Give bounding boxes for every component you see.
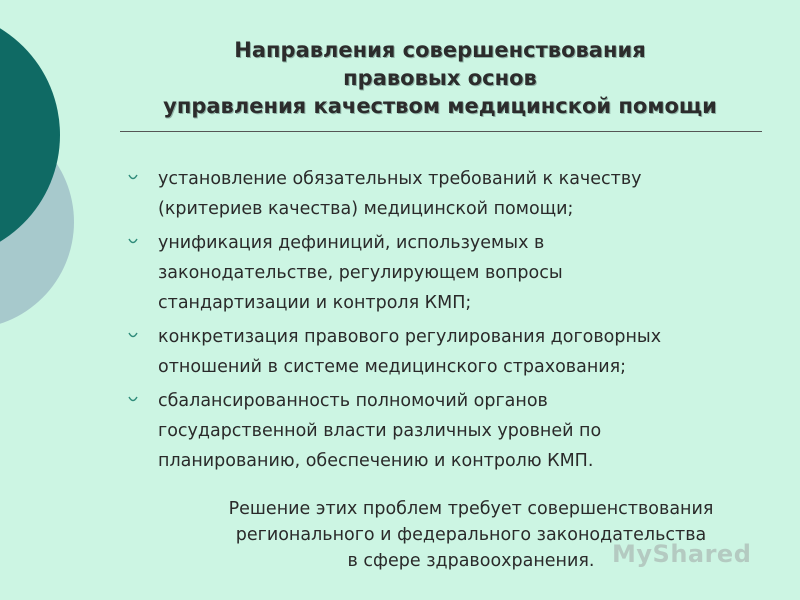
bullet-text — [158, 322, 768, 382]
bullet-line: планированию, обеспечению и контролю КМП. — [158, 451, 594, 471]
title-line: правовых основ — [343, 66, 537, 90]
title-divider — [120, 131, 762, 132]
bullet-icon — [128, 173, 138, 183]
conclusion-line: в сфере здравоохранения. — [347, 551, 595, 571]
title-line: Направления совершенствования — [234, 38, 646, 62]
bullet-line: установление обязательных требований к качеству — [158, 169, 642, 189]
bullet-line: государственной власти различных уровней по — [158, 421, 602, 441]
bullet-line: унификация дефиниций, используемых в — [158, 233, 545, 253]
bullet-icon — [128, 237, 138, 247]
conclusion-line: Решение этих проблем требует совершенствования — [228, 499, 714, 519]
conclusion-line: регионального и федерального законодательства — [235, 525, 707, 545]
list-item — [128, 228, 768, 318]
bullet-line: отношений в системе медицинского страхования; — [158, 357, 627, 377]
watermark: MyShared — [612, 540, 752, 568]
bullet-text — [158, 228, 768, 318]
title-line: управления качеством медицинской помощи — [163, 94, 717, 118]
slide-title — [120, 36, 760, 120]
bullet-list — [128, 164, 768, 480]
bullet-line: конкретизация правового регулирования договорных — [158, 327, 662, 347]
bullet-icon — [128, 395, 138, 405]
bullet-line: стандартизации и контроля КМП; — [158, 293, 472, 313]
bullet-icon — [128, 331, 138, 341]
bullet-line: сбалансированность полномочий органов — [158, 391, 548, 411]
bullet-text — [158, 164, 768, 224]
bullet-line: законодательстве, регулирующем вопросы — [158, 263, 563, 283]
list-item — [128, 322, 768, 382]
list-item — [128, 386, 768, 476]
list-item — [128, 164, 768, 224]
bullet-text — [158, 386, 768, 476]
bullet-line: (критериев качества) медицинской помощи; — [158, 199, 574, 219]
